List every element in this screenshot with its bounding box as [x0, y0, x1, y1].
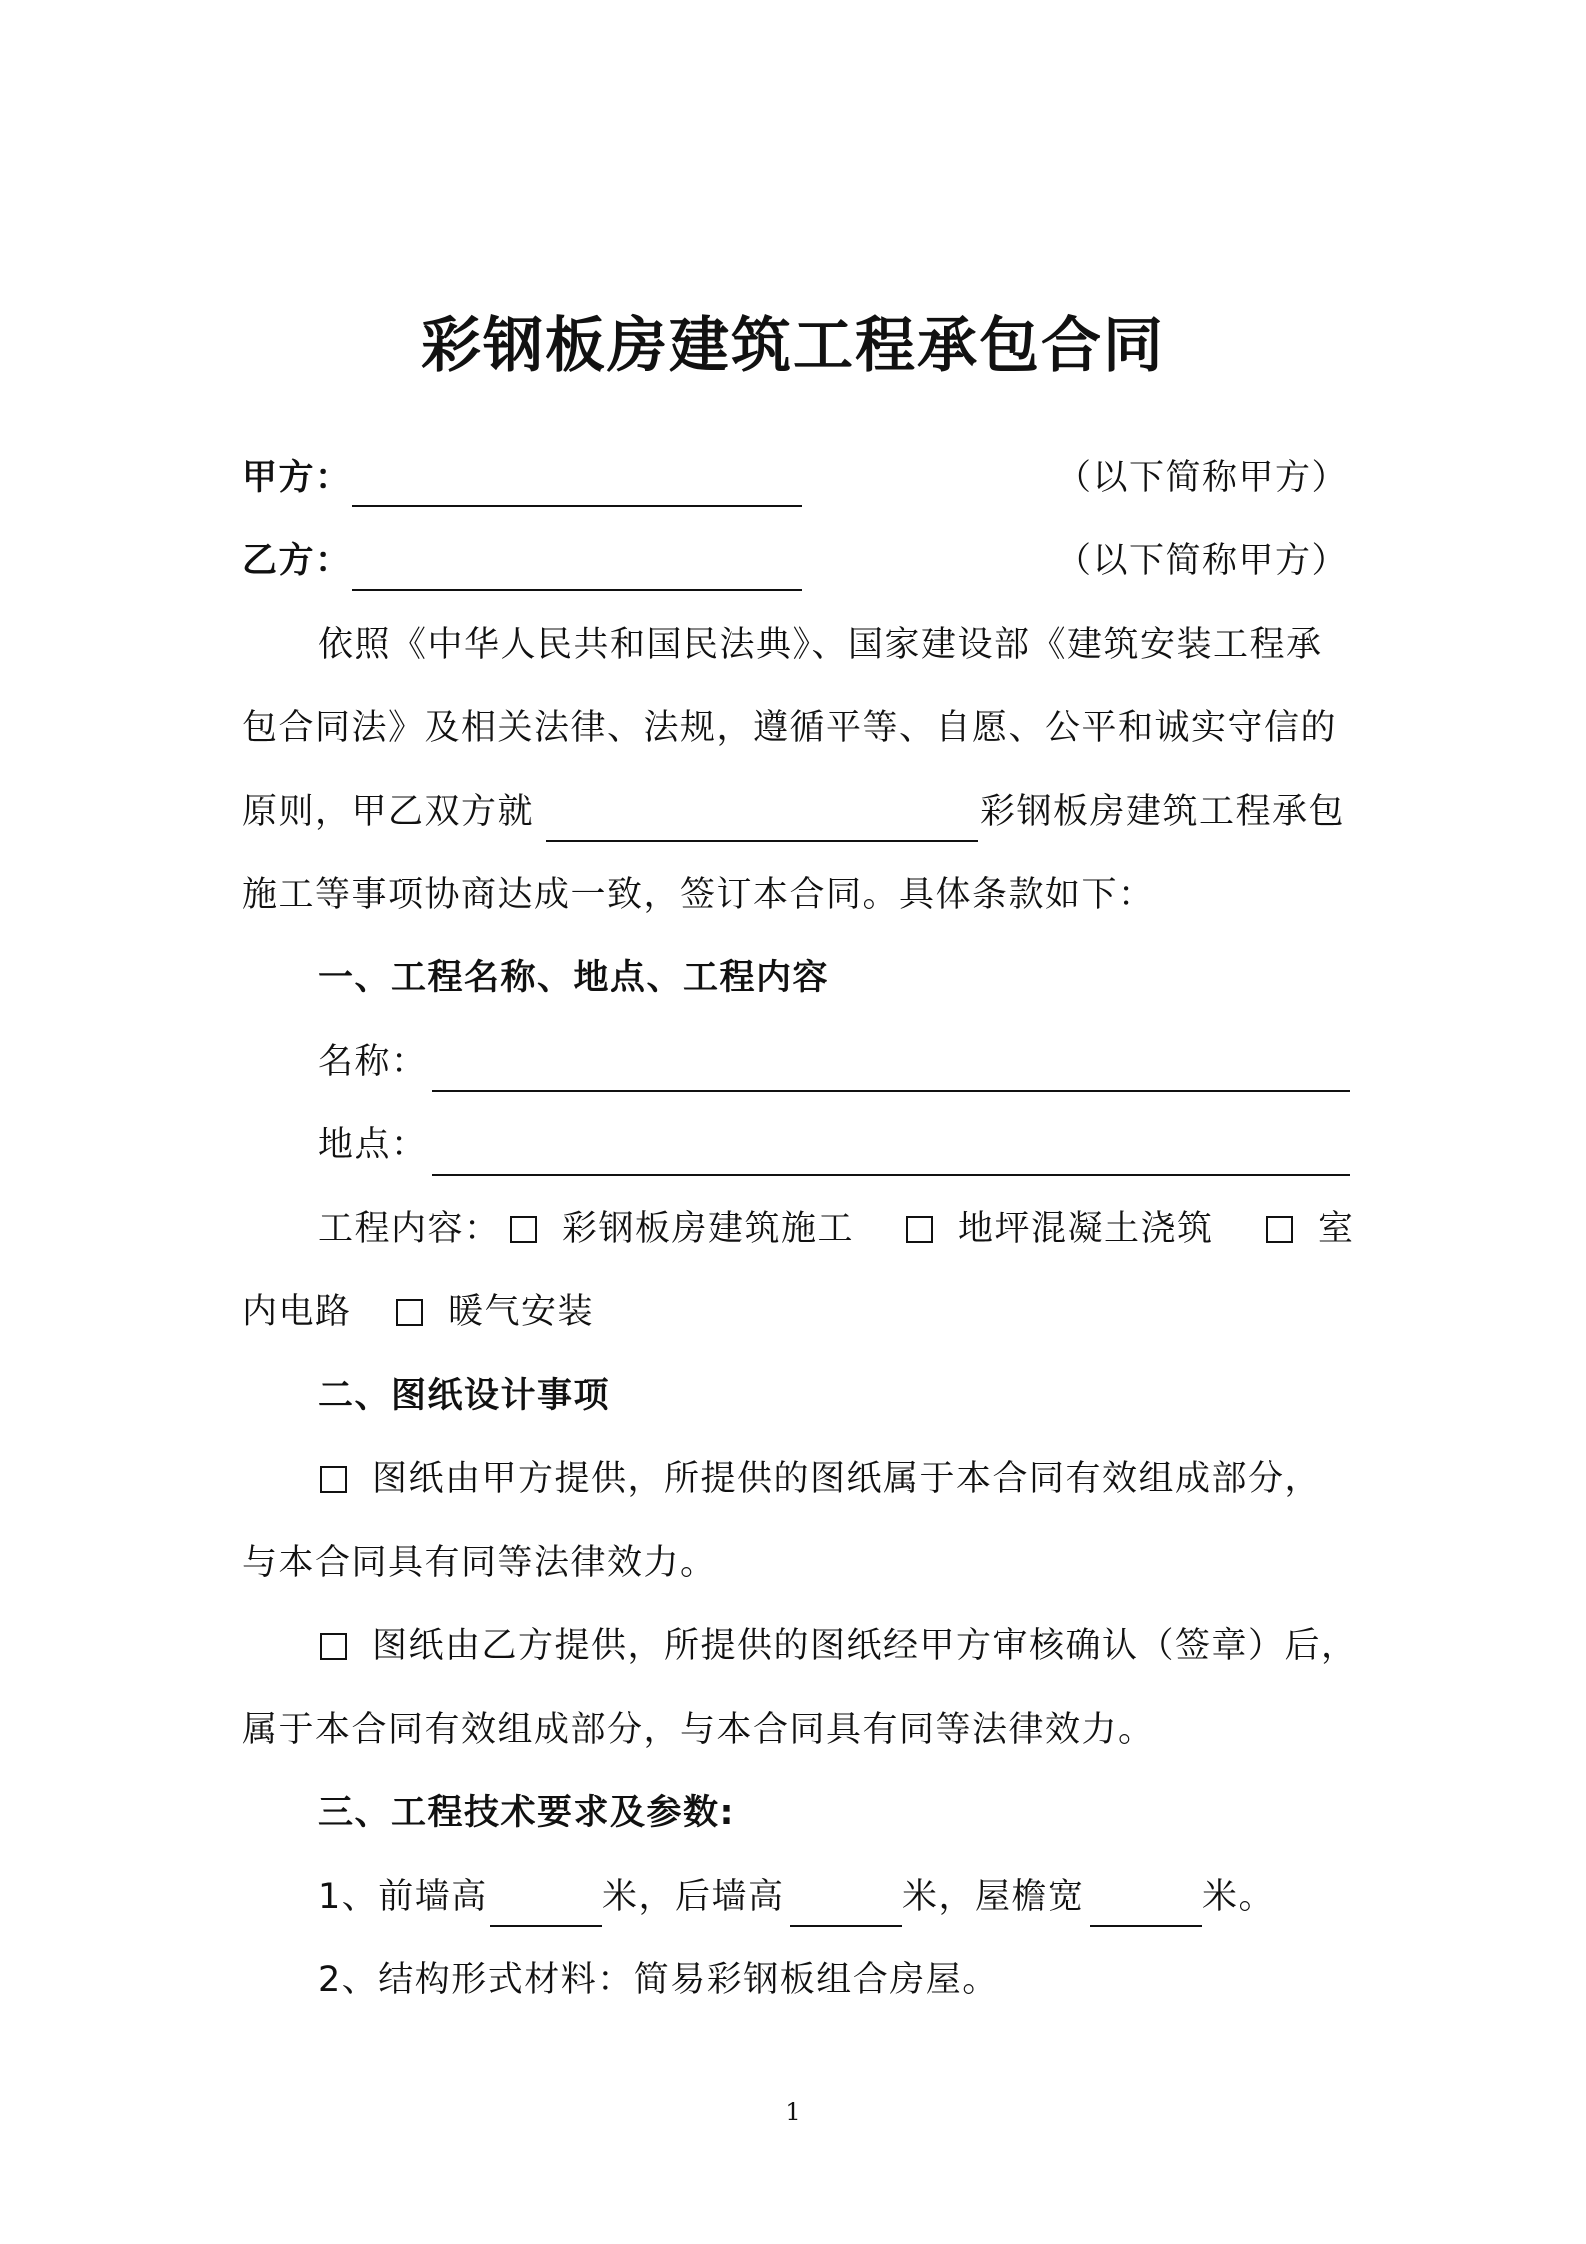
- document-title: 彩钢板房建筑工程承包合同: [421, 311, 1165, 381]
- party-a-note: （以下简称甲方）: [1056, 458, 1349, 498]
- party-a-field[interactable]: [352, 505, 802, 507]
- intro-line-3b: 彩钢板房建筑工程承包: [980, 792, 1346, 832]
- drawing-option-checkbox-1[interactable]: [320, 1466, 347, 1493]
- party-b-label: 乙方：: [242, 541, 352, 581]
- drawing-option-2-line-2: 属于本合同有效组成部分，与本合同具有同等法律效力。: [242, 1710, 1155, 1750]
- drawing-option-1-line-2: 与本合同具有同等法律效力。: [242, 1543, 717, 1583]
- intro-line-3a: 原则，甲乙双方就: [242, 792, 535, 832]
- option-label-4: 暖气安装: [448, 1292, 595, 1332]
- drawing-option-2-line-1: 图纸由乙方提供，所提供的图纸经甲方审核确认（签章）后，: [372, 1626, 1358, 1666]
- option-checkbox-1[interactable]: [510, 1216, 537, 1243]
- option-checkbox-2[interactable]: [906, 1216, 933, 1243]
- spec-item-2: 2、结构形式材料：简易彩钢板组合房屋。: [318, 1960, 999, 2000]
- option-label-2: 地坪混凝土浇筑: [958, 1209, 1214, 1249]
- spec-item-1-c: 米，屋檐宽: [902, 1877, 1085, 1917]
- option-label-3: 室: [1318, 1209, 1355, 1249]
- project-name-blank[interactable]: [546, 840, 978, 842]
- eave-width-field[interactable]: [1090, 1925, 1202, 1927]
- section-2-heading: 二、图纸设计事项: [318, 1376, 611, 1416]
- party-b-note: （以下简称甲方）: [1056, 541, 1349, 581]
- location-field[interactable]: [432, 1174, 1350, 1176]
- intro-line-2: 包合同法》及相关法律、法规，遵循平等、自愿、公平和诚实守信的: [242, 708, 1338, 748]
- spec-item-1-d: 米。: [1202, 1877, 1276, 1917]
- spec-item-1-a: 1、前墙高: [318, 1877, 488, 1917]
- option-label-1: 彩钢板房建筑施工: [562, 1209, 855, 1249]
- party-b-field[interactable]: [352, 589, 802, 591]
- page-number: 1: [785, 2098, 801, 2126]
- party-a-label: 甲方：: [242, 458, 352, 498]
- option-label-3-cont: 内电路: [242, 1292, 352, 1332]
- section-1-heading: 一、工程名称、地点、工程内容: [318, 958, 830, 998]
- drawing-option-checkbox-2[interactable]: [320, 1633, 347, 1660]
- name-label: 名称：: [318, 1042, 428, 1082]
- spec-item-1-b: 米，后墙高: [602, 1877, 785, 1917]
- name-field[interactable]: [432, 1090, 1350, 1092]
- intro-line-1: 依照《中华人民共和国民法典》、国家建设部《建筑安装工程承: [318, 625, 1323, 665]
- front-wall-height-field[interactable]: [490, 1925, 602, 1927]
- rear-wall-height-field[interactable]: [790, 1925, 902, 1927]
- section-3-heading: 三、工程技术要求及参数:: [318, 1793, 735, 1833]
- location-label: 地点：: [318, 1125, 428, 1165]
- option-checkbox-3[interactable]: [1266, 1216, 1293, 1243]
- drawing-option-1-line-1: 图纸由甲方提供，所提供的图纸属于本合同有效组成部分，: [372, 1459, 1322, 1499]
- option-checkbox-4[interactable]: [396, 1299, 423, 1326]
- intro-line-4: 施工等事项协商达成一致，签订本合同。具体条款如下：: [242, 875, 1155, 915]
- content-label: 工程内容：: [318, 1209, 501, 1249]
